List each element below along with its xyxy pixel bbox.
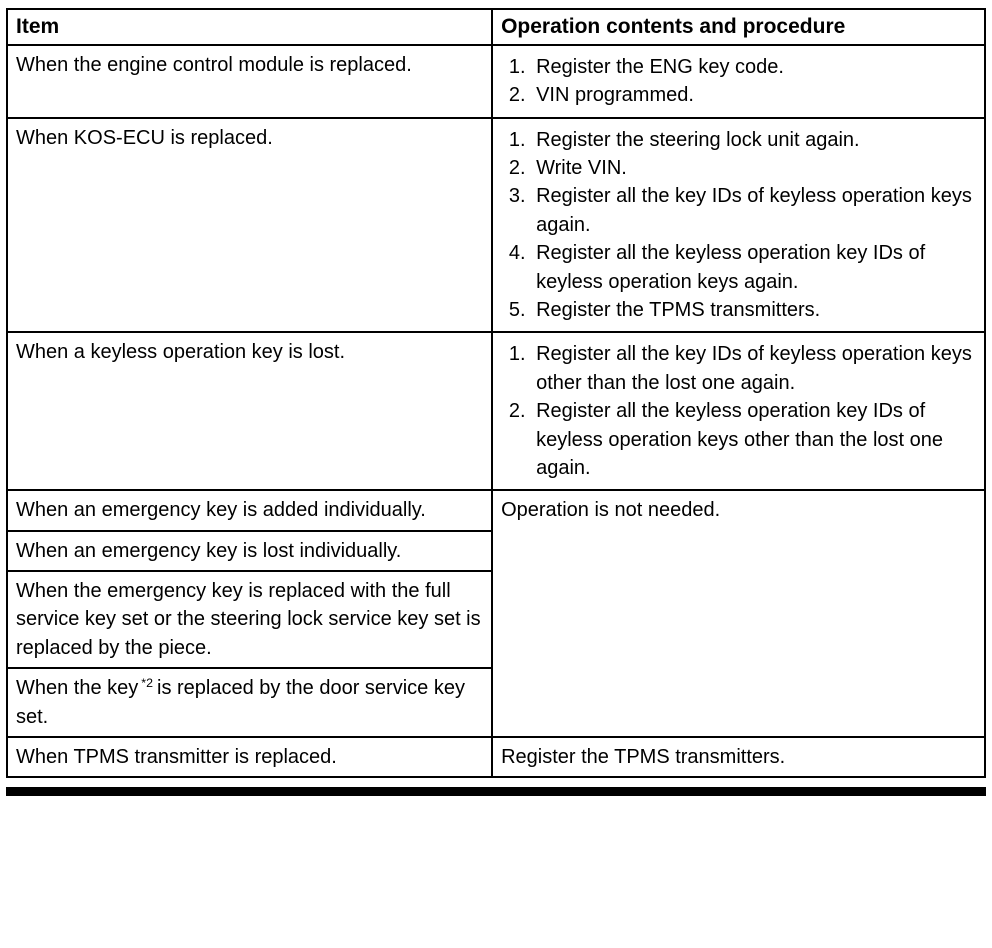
operation-step: 1. Register all the key IDs of keyless operation keys other than the lost one again. <box>531 340 976 397</box>
operation-cell <box>492 332 985 490</box>
operation-cell <box>492 118 985 333</box>
table-bottom-rule <box>6 787 986 796</box>
item-cell: When an emergency key is lost individually. <box>7 531 492 571</box>
item-cell: When KOS-ECU is replaced. <box>7 118 492 333</box>
operation-step: 3. Register all the key IDs of keyless operation keys again. <box>531 182 976 239</box>
footnote-reference: *2 <box>141 675 154 690</box>
operation-step: 2. Register all the keyless operation key IDs of keyless operation keys other than the lost one again. <box>531 397 976 482</box>
item-cell: When a keyless operation key is lost. <box>7 332 492 490</box>
item-cell: When the engine control module is replaced. <box>7 45 492 118</box>
table-row-engine-control-module <box>7 45 985 118</box>
operation-cell: Register the TPMS transmitters. <box>492 737 985 777</box>
item-text-suffix: is replaced by the door service key set. <box>16 677 465 728</box>
operation-cell <box>492 45 985 118</box>
operation-steps-list <box>501 126 976 325</box>
table-row-tpms-transmitter <box>7 737 985 777</box>
table-row-keyless-key-lost <box>7 332 985 490</box>
operation-step: 2. VIN programmed. <box>531 81 976 109</box>
operation-step: 5. Register the TPMS transmitters. <box>531 296 976 324</box>
item-text-prefix: When the key <box>16 677 139 700</box>
item-cell <box>7 668 492 737</box>
operation-step: 4. Register all the keyless operation key IDs of keyless operation keys again. <box>531 239 976 296</box>
table-header-row <box>7 9 985 45</box>
table-row-kos-ecu <box>7 118 985 333</box>
operation-step: 1. Register the steering lock unit again. <box>531 126 976 154</box>
item-cell: When the emergency key is replaced with the full service key set or the steering lock service key set is replaced by the piece. <box>7 571 492 668</box>
item-cell: When TPMS transmitter is replaced. <box>7 737 492 777</box>
operation-cell-not-needed: Operation is not needed. <box>492 490 985 737</box>
item-cell: When an emergency key is added individually. <box>7 490 492 530</box>
table-row-emergency-key-added <box>7 490 985 530</box>
operation-steps-list <box>501 53 976 110</box>
operation-step: 1. Register the ENG key code. <box>531 53 976 81</box>
operation-steps-list <box>501 340 976 482</box>
operation-procedure-table <box>6 8 986 778</box>
operation-step: 2. Write VIN. <box>531 154 976 182</box>
operation-column-header: Operation contents and procedure <box>492 9 985 45</box>
item-column-header: Item <box>7 9 492 45</box>
